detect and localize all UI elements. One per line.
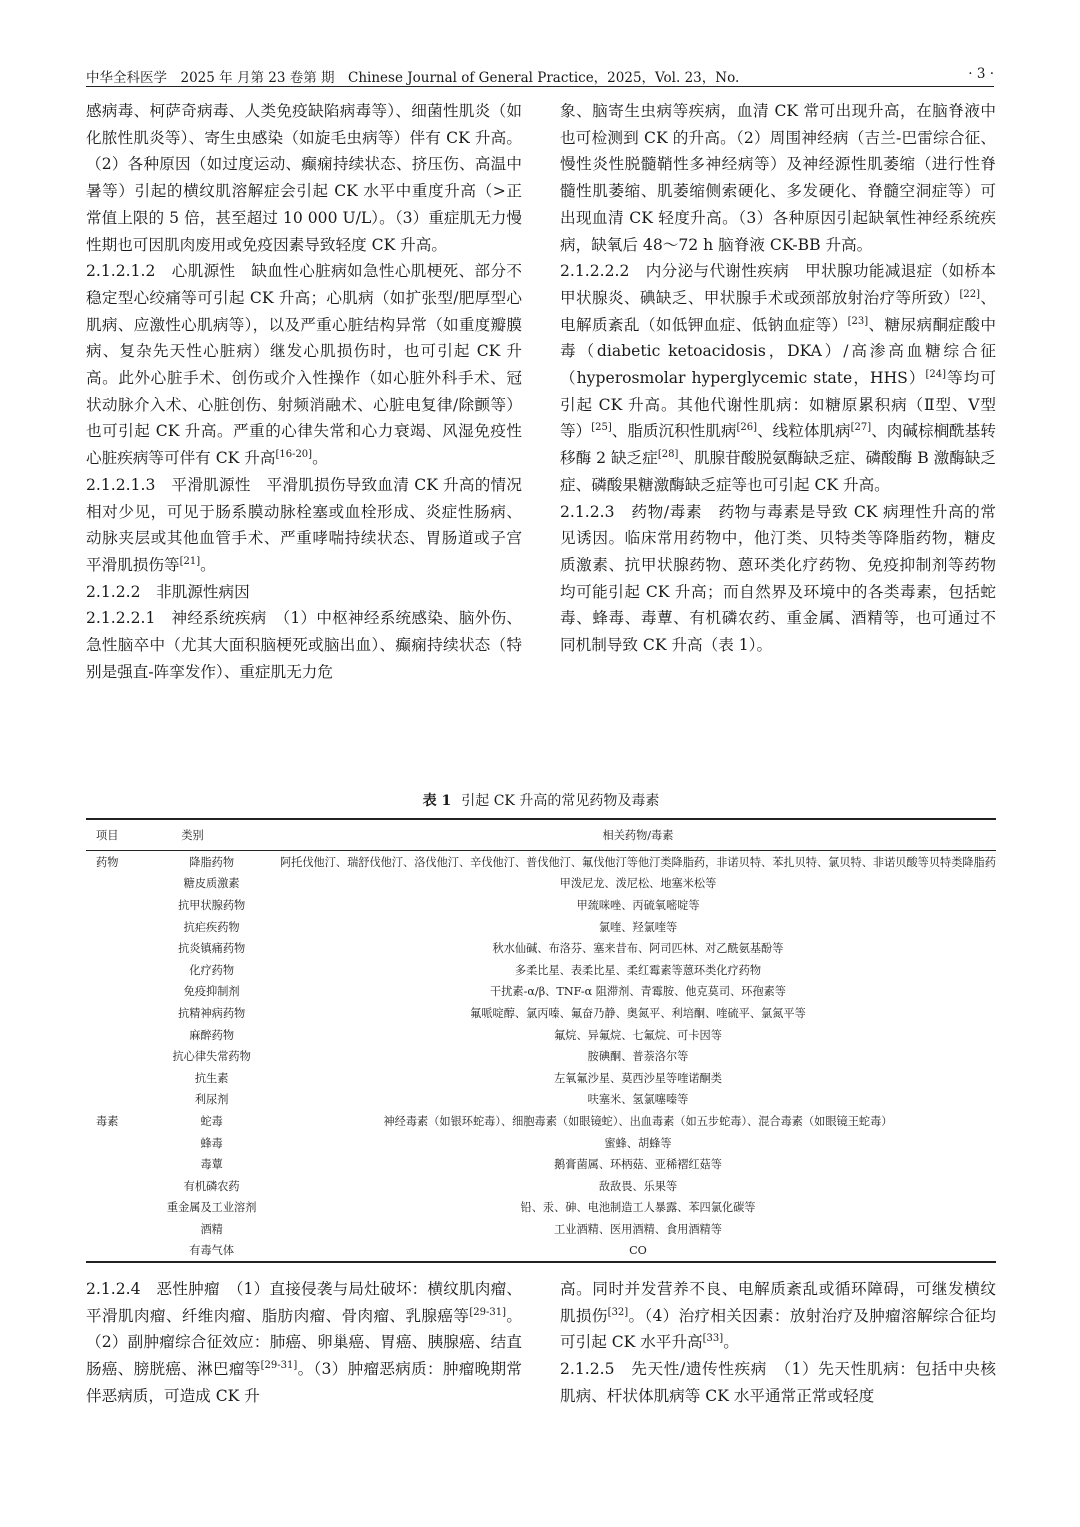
row-item [86,1045,143,1067]
row-item [86,1175,143,1197]
paragraph: 感病毒、柯萨奇病毒、人类免疫缺陷病毒等）、细菌性肌炎（如化脓性肌炎等）、寄生虫感染（如旋毛虫病等）伴有 CK 升高。（2）各种原因（如过度运动、癫痫持续状态、挤压伤、高温中暑等）引起的横纹肌溶解症会引起 CK 水平中重度升高（>正常值上限的 5 倍，甚至超过 10 000 U/L）。（3）重症肌无力慢性期也可因肌肉废用或免疫因素导致轻度 CK 升高。 [86,102,522,254]
row-agents: 铅、汞、砷、电池制造工人暴露、苯四氯化碳等 [520,1201,756,1215]
row-item: 药物 [96,855,119,869]
table-caption [86,790,996,810]
row-agents: 鹅膏菌属、环柄菇、亚稀褶红菇等 [554,1158,722,1172]
row-item [86,981,143,1003]
row-category: 抗精神病药物 [178,1006,246,1020]
row-item [86,1153,143,1175]
row-agents: 氟哌啶醇、氯丙嗪、氟奋乃静、奥氮平、利培酮、喹硫平、氯氮平等 [470,1006,806,1020]
row-agents: 蜜蜂、胡蜂等 [604,1136,672,1150]
paragraph: 2.1.2.2.1 神经系统疾病 （1）中枢神经系统感染、脑外伤、急性脑卒中（尤其大面积脑梗死或脑出血）、癫痫持续状态（特别是强直-阵挛发作）、重症肌无力危 [86,609,522,681]
table-header-row [86,819,996,851]
row-category: 蜂毒 [200,1136,223,1150]
page-number: · 3 · [968,66,994,82]
row-category: 抗疟疾药物 [183,920,240,934]
row-item [86,1197,143,1219]
paragraph: 2.1.2.2 非肌源性病因 [86,582,250,601]
paragraph: 象、脑寄生虫病等疾病，血清 CK 常可出现升高，在脑脊液中也可检测到 CK 的升高。（2）周围神经病（吉兰-巴雷综合征、慢性炎性脱髓鞘性多神经病等）及神经源性肌萎缩（进行性脊髓性肌萎缩、肌萎缩侧索硬化、多发硬化、脊髓空洞症等）可出现血清 CK 轻度升高。（3）各种原因引起缺氧性神经系统疾病，缺氧后 48～72 h 脑脊液 CK-BB 升高。 [560,102,996,254]
table-row [86,1067,996,1089]
row-category: 酒精 [200,1222,223,1236]
paragraph: 2.1.2.1.2 心肌源性 缺血性心脏病如急性心肌梗死、部分不稳定型心绞痛等可引起 CK 升高；心肌病（如扩张型/肥厚型心肌病、应激性心肌病等），以及严重心脏结构异常（如重度瓣膜病、复杂先天性心脏病）继发心肌损伤时，也可引起 CK 升高。此外心脏手术、创伤或介入性操作（如心脏外科手术、冠状动脉介入术、心脏创伤、射频消融术、心脏电复律/除颤等）也可引起 CK 升高。严重的心律失常和心力衰竭、风湿免疫性心脏疾病等可伴有 CK 升高[16-20]。 [86,262,522,468]
table-row [86,1045,996,1067]
table-row [86,981,996,1003]
table-row [86,959,996,981]
paragraph: 2.1.2.2.2 内分泌与代谢性疾病 甲状腺功能减退症（如桥本甲状腺炎、碘缺乏、甲状腺手术或颈部放射治疗等所致）[22]、电解质紊乱（如低钾血症、低钠血症等）[23]、糖尿病酮症酸中毒（diabetic ketoacidosis，DKA）/高渗高血糖综合征（hyperosmolar hyperglycemic state，HHS）[24]等均可引起 CK 升高。其他代谢性肌病：如糖原累积病（Ⅱ型、Ⅴ型等）[25]、脂质沉积性肌病[26]、线粒体肌病[27]、肉碱棕榈酰基转移酶 2 缺乏症[28]、肌腺苷酸脱氨酶缺乏症、磷酸酶 B 激酶缺乏症、磷酸果糖激酶缺乏症等也可引起 CK 升高。 [560,262,996,494]
row-category: 毒蕈 [200,1158,223,1172]
row-agents: 秋水仙碱、布洛芬、塞来昔布、阿司匹林、对乙酰氨基酚等 [492,942,784,956]
row-category: 利尿剂 [194,1093,229,1107]
row-category: 抗心律失常药物 [172,1050,251,1064]
row-agents: 工业酒精、医用酒精、食用酒精等 [554,1222,722,1236]
table-row [86,1110,996,1132]
row-category: 化疗药物 [189,963,235,977]
row-item [86,1024,143,1046]
left-column [86,1276,522,1410]
row-category: 免疫抑制剂 [183,985,240,999]
row-agents: 左氧氟沙星、莫西沙星等喹诺酮类 [554,1071,722,1085]
table-row [86,1218,996,1240]
paragraph: 2.1.2.4 恶性肿瘤 （1）直接侵袭与局灶破坏：横纹肌肉瘤、平滑肌肉瘤、纤维肉瘤、脂肪肉瘤、骨肉瘤、乳腺癌等[29-31]。（2）副肿瘤综合征效应：肺癌、卵巢癌、胃癌、胰腺癌、结直肠癌、膀胱癌、淋巴瘤等[29-31]。（3）肿瘤恶病质：肿瘤晚期常伴恶病质，可造成 CK 升 [86,1280,522,1405]
table-label: 表 1 [422,793,452,809]
row-item [86,959,143,981]
row-item [86,916,143,938]
row-agents: 氯喹、羟氯喹等 [598,920,678,934]
right-column [560,1276,996,1410]
row-category: 降脂药物 [189,855,235,869]
row-item [86,1002,143,1024]
table-row [86,1002,996,1024]
header-agents: 相关药物/毒素 [602,829,674,842]
table-row [86,1240,996,1263]
row-category: 有机磷农药 [183,1179,240,1193]
row-category: 抗甲状腺药物 [178,898,246,912]
left-column [86,98,522,685]
header-category: 类别 [181,829,204,842]
row-agents: 神经毒素（如银环蛇毒）、细胞毒素（如眼镜蛇）、出血毒素（如五步蛇毒）、混合毒素（如眼镜王蛇毒） [383,1114,893,1128]
table-title: 引起 CK 升高的常见药物及毒素 [461,793,660,809]
row-agents: 敌敌畏、乐果等 [598,1179,678,1193]
header-item: 项目 [96,829,119,842]
right-column [560,98,996,659]
row-item [86,937,143,959]
row-item [86,894,143,916]
table-row [86,1024,996,1046]
paragraph: 2.1.2.5 先天性/遗传性疾病 （1）先天性肌病：包括中央核肌病、杆状体肌病等 CK 水平通常正常或轻度 [560,1360,996,1405]
table-row [86,1153,996,1175]
row-agents: 氟烷、异氟烷、七氟烷、可卡因等 [554,1028,722,1042]
row-item: 毒素 [96,1114,119,1128]
row-agents: 阿托伐他汀、瑞舒伐他汀、洛伐他汀、辛伐他汀、普伐他汀、氟伐他汀等他汀类降脂药，非诺贝特、苯扎贝特、氯贝特、非诺贝酸等贝特类降脂药 [279,855,996,869]
row-agents: 甲泼尼龙、泼尼松、地塞米松等 [559,877,717,891]
row-item [86,1240,143,1263]
row-category: 蛇毒 [200,1114,223,1128]
table-row [86,851,996,873]
table-row [86,937,996,959]
row-agents: 干扰素-α/β、TNF-α 阻滞剂、青霉胺、他克莫司、环孢素等 [490,985,786,999]
row-agents: CO [629,1243,647,1257]
row-item [86,1132,143,1154]
row-category: 糖皮质激素 [183,877,240,891]
table-row [86,916,996,938]
paragraph: 高。同时并发营养不良、电解质紊乱或循环障碍，可继发横纹肌损伤[32]。（4）治疗相关因素：放射治疗及肿瘤溶解综合征均可引起 CK 水平升高[33]。 [560,1280,996,1352]
row-agents: 胺碘酮、普萘洛尔等 [587,1050,689,1064]
paragraph: 2.1.2.1.3 平滑肌源性 平滑肌损伤导致血清 CK 升高的情况相对少见，可见于肠系膜动脉栓塞或血栓形成、炎症性肠病、动脉夹层或其他血管手术、严重哮喘持续状态、胃肠道或子宫平滑肌损伤等[21]。 [86,475,522,574]
row-category: 重金属及工业溶剂 [166,1201,257,1215]
drug-toxin-table [86,818,996,1263]
row-category: 麻醉药物 [189,1028,235,1042]
table-row [86,1175,996,1197]
row-agents: 呋塞米、氢氯噻嗪等 [587,1093,689,1107]
row-category: 有毒气体 [189,1244,235,1258]
row-category: 抗生素 [194,1071,229,1085]
row-item [86,873,143,895]
table-row [86,1089,996,1111]
row-agents: 多柔比星、表柔比星、柔红霉素等蒽环类化疗药物 [514,963,762,977]
row-category: 抗炎镇痛药物 [178,942,246,956]
row-agents: 甲巯咪唑、丙硫氧嘧啶等 [576,898,700,912]
row-item [86,1067,143,1089]
table-row [86,1132,996,1154]
table-row [86,1197,996,1219]
table-row [86,873,996,895]
bottom-text-columns [86,1276,996,1486]
row-item [86,1089,143,1111]
journal-citation: 中华全科医学 2025 年 月第 23 卷第 期 Chinese Journal of General Practice，2025，Vol. 23，No. [86,70,740,86]
row-item [86,1218,143,1240]
running-header [86,64,994,87]
top-text-columns [86,98,996,782]
paragraph: 2.1.2.3 药物/毒素 药物与毒素是导致 CK 病理性升高的常见诱因。临床常用药物中，他汀类、贝特类等降脂药物，糖皮质激素、抗甲状腺药物、蒽环类化疗药物、免疫抑制剂等药物均可能引起 CK 升高；而自然界及环境中的各类毒素，包括蛇毒、蜂毒、毒蕈、有机磷农药、重金属、酒精等，也可通过不同机制导致 CK 升高（表 1）。 [560,502,996,655]
table-row [86,894,996,916]
